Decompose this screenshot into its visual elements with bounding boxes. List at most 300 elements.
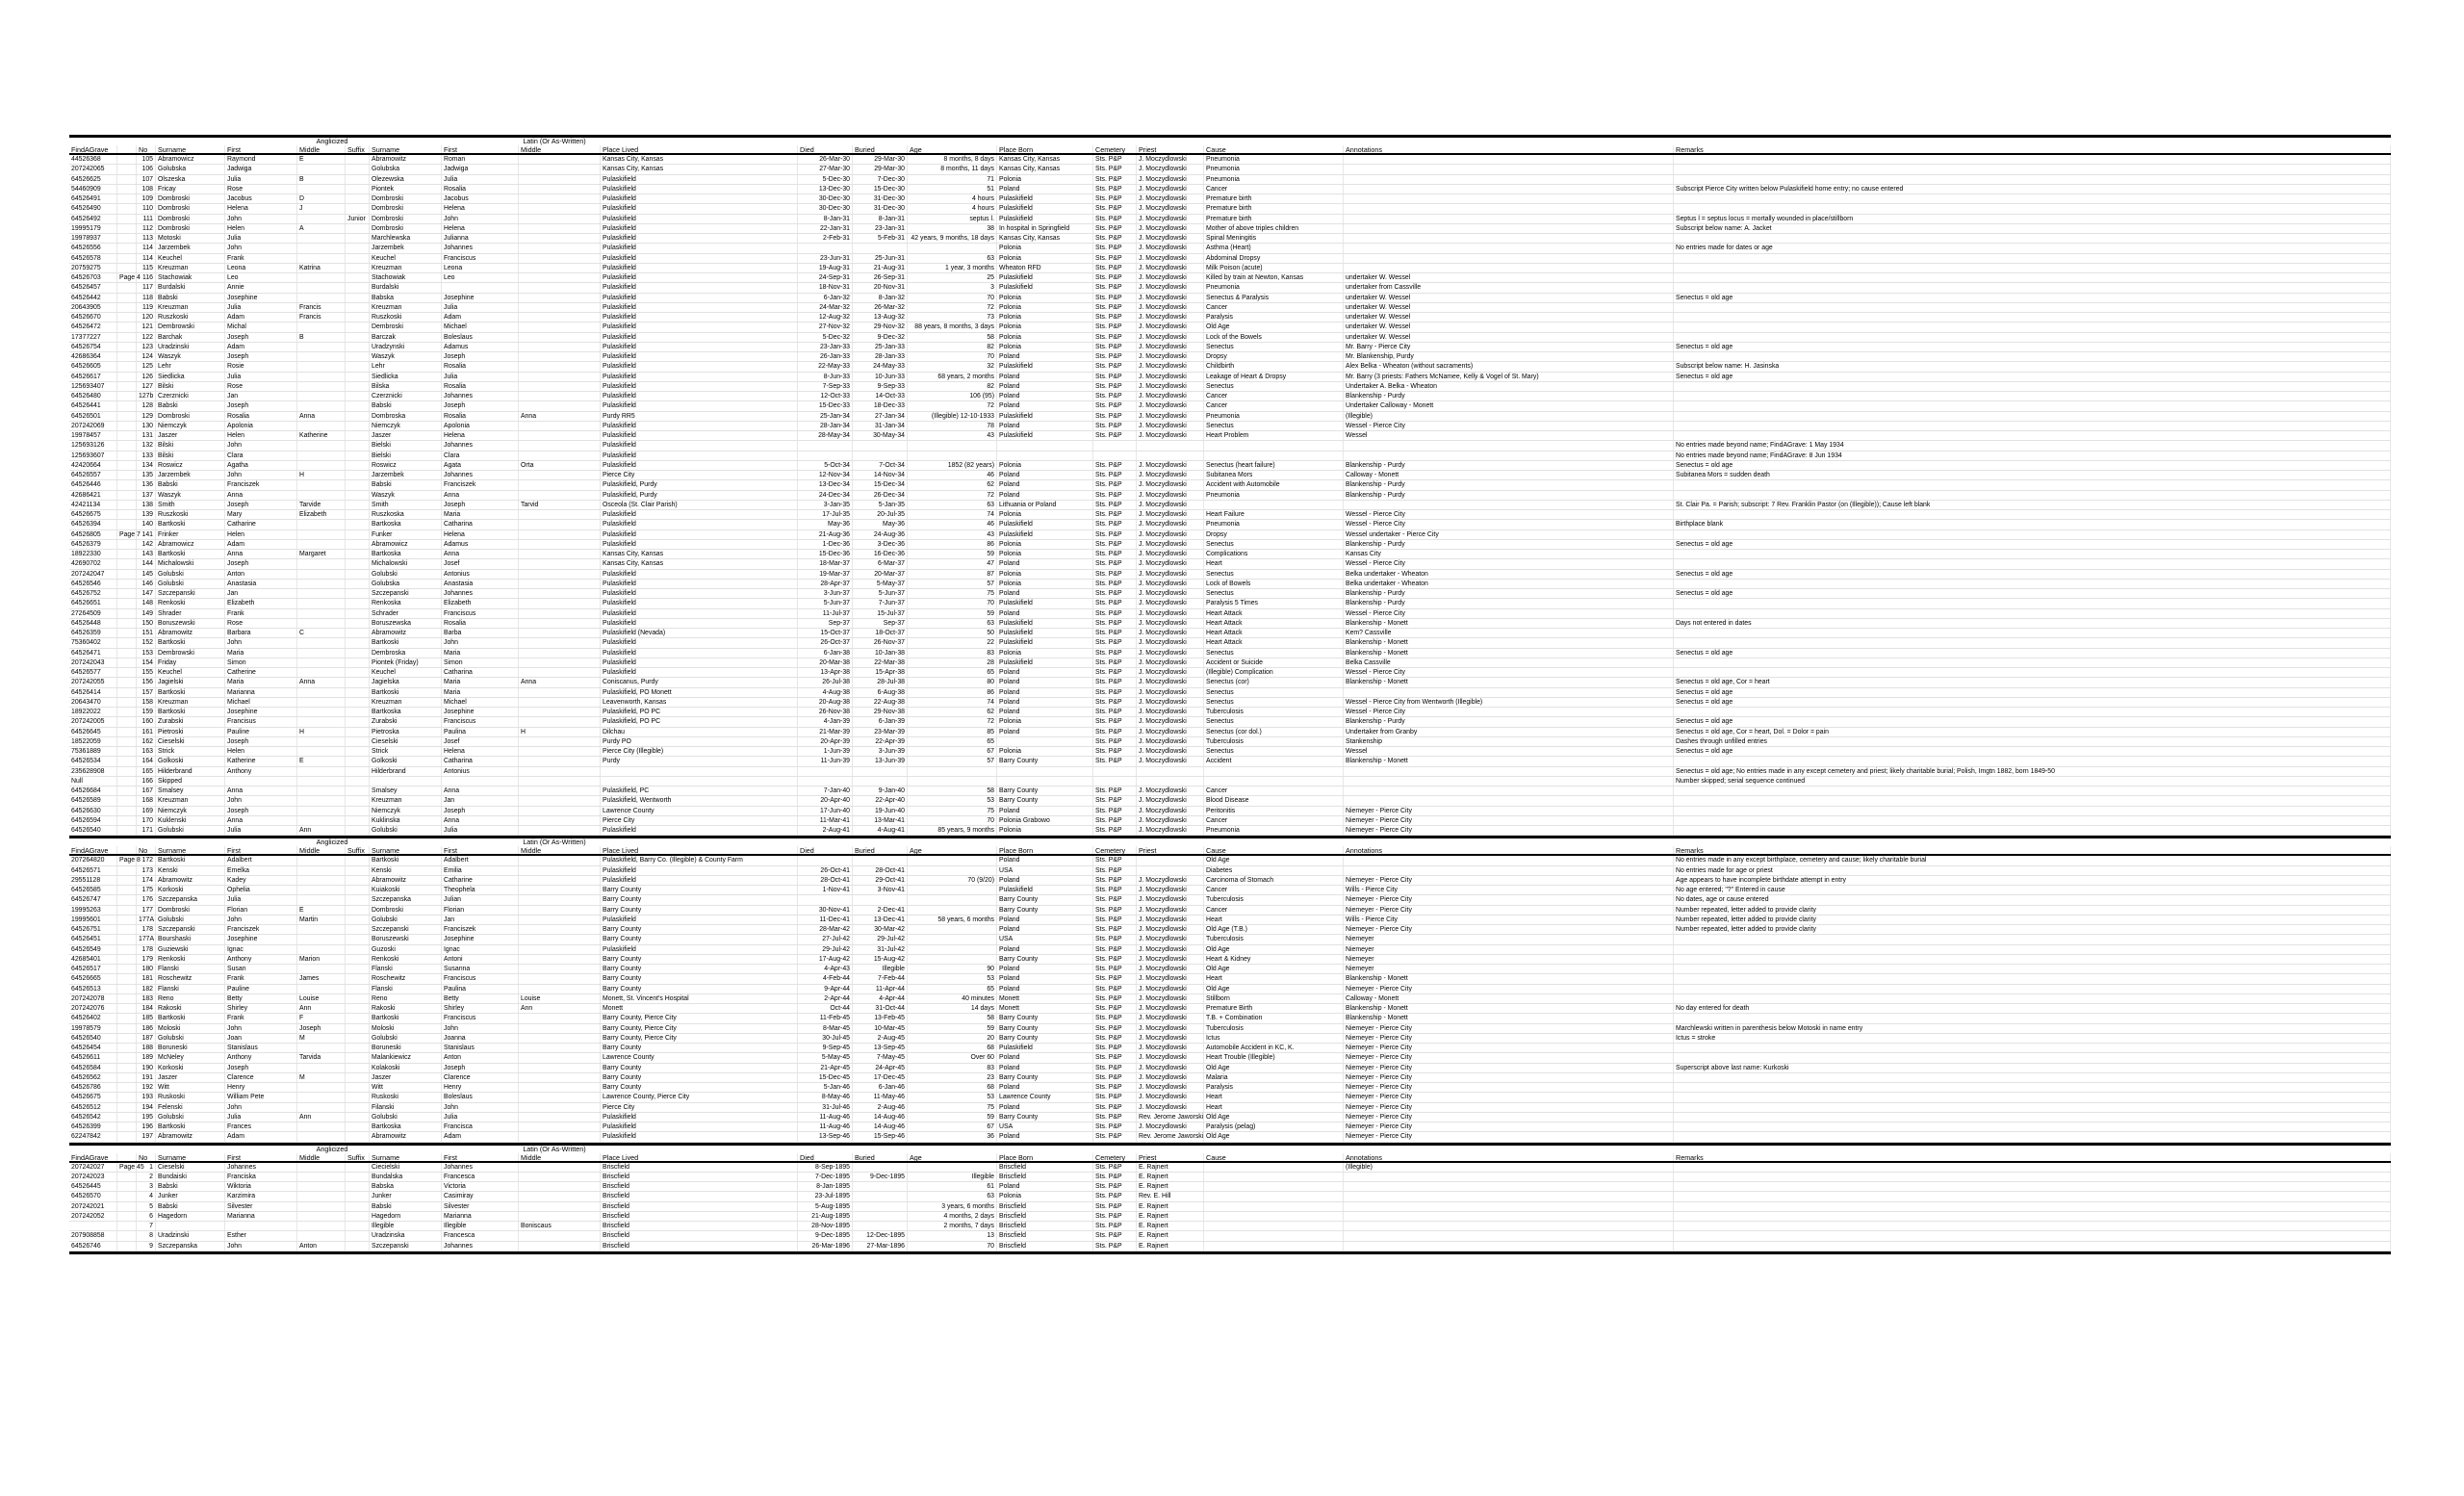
table-cell[interactable]: Tuberculosis	[1204, 895, 1344, 904]
table-cell[interactable]: Helena	[442, 204, 519, 213]
table-cell[interactable]: Barry County	[601, 974, 798, 983]
table-cell[interactable]: Tarvida	[297, 1053, 346, 1062]
table-cell[interactable]: Sts. P&P	[1093, 313, 1137, 322]
table-cell[interactable]: 4-Apr-44	[853, 994, 908, 1003]
table-cell[interactable]: Mr. Barry (3 priests: Fathers McNamee, Kelly & Vogel of St. Mary)	[1344, 373, 1674, 381]
table-cell[interactable]: 147	[137, 589, 156, 598]
table-cell[interactable]	[346, 619, 370, 628]
table-row[interactable]	[69, 215, 2391, 224]
table-cell[interactable]: 53	[908, 1093, 997, 1101]
table-cell[interactable]: 64526442	[69, 294, 117, 302]
table-cell[interactable]	[519, 480, 601, 489]
table-cell[interactable]: Tuberculosis	[1204, 1024, 1344, 1033]
table-cell[interactable]: Lithuania or Poland	[997, 501, 1093, 509]
table-cell[interactable]: Senectus & Paralysis	[1204, 294, 1344, 302]
table-cell[interactable]: Pulaskifield	[601, 313, 798, 322]
table-cell[interactable]: J. Moczydlowski	[1137, 1044, 1204, 1052]
table-cell[interactable]: Anna	[297, 412, 346, 421]
table-cell[interactable]	[297, 1122, 346, 1131]
table-cell[interactable]: Keuchel	[370, 668, 442, 677]
table-row[interactable]	[69, 471, 2391, 480]
table-cell[interactable]: Barry County	[601, 906, 798, 915]
table-cell[interactable]: 1 year, 3 months	[908, 264, 997, 272]
table-cell[interactable]	[346, 856, 370, 864]
table-cell[interactable]: Septus l = septus locus = mortally wounded in place/stillborn	[1674, 215, 2391, 223]
table-cell[interactable]: Bielski	[370, 451, 442, 460]
table-cell[interactable]: Sts. P&P	[1093, 1034, 1137, 1043]
table-cell[interactable]: Niemeyer - Pierce City	[1344, 816, 1674, 825]
table-cell[interactable]: Julia	[225, 826, 297, 835]
table-cell[interactable]: 2	[137, 1173, 156, 1181]
table-cell[interactable]	[346, 1173, 370, 1181]
table-cell[interactable]	[117, 935, 137, 943]
table-cell[interactable]: Heart Attack	[1204, 609, 1344, 618]
table-cell[interactable]: Adamus	[442, 540, 519, 549]
table-cell[interactable]	[297, 688, 346, 697]
table-cell[interactable]: Frank	[225, 1014, 297, 1022]
table-cell[interactable]: Leavenworth, Kansas	[601, 698, 798, 707]
table-cell[interactable]: Sts. P&P	[1093, 906, 1137, 915]
table-cell[interactable]: 165	[137, 767, 156, 776]
table-row[interactable]	[69, 392, 2391, 401]
table-cell[interactable]: 13-Jun-39	[853, 757, 908, 765]
table-cell[interactable]: Heart	[1204, 974, 1344, 983]
table-cell[interactable]: Boruszewski	[156, 619, 225, 628]
table-cell[interactable]: Marchlewski written in parenthesis below Motoski in name entry	[1674, 1024, 2391, 1033]
table-cell[interactable]: Josephine	[442, 935, 519, 943]
table-cell[interactable]: 207242052	[69, 1212, 117, 1221]
table-cell[interactable]: 50	[908, 629, 997, 637]
table-cell[interactable]: Polonia	[997, 580, 1093, 588]
table-cell[interactable]: Sts. P&P	[1093, 1083, 1137, 1092]
table-cell[interactable]: 65	[908, 737, 997, 746]
table-cell[interactable]: Dilchau	[601, 728, 798, 736]
table-cell[interactable]: Lock of Bowels	[1204, 580, 1344, 588]
table-cell[interactable]	[346, 204, 370, 213]
table-cell[interactable]: Dembroska	[370, 649, 442, 658]
table-cell[interactable]: Sts. P&P	[1093, 352, 1137, 361]
table-cell[interactable]: 112	[137, 224, 156, 233]
table-cell[interactable]: Pierce City	[601, 816, 798, 825]
table-cell[interactable]	[519, 165, 601, 173]
table-cell[interactable]: Babski	[370, 1202, 442, 1211]
table-cell[interactable]: 58 years, 6 months	[908, 916, 997, 924]
table-cell[interactable]	[1674, 264, 2391, 272]
table-cell[interactable]: 115	[137, 264, 156, 272]
table-cell[interactable]: J. Moczydlowski	[1137, 520, 1204, 529]
table-cell[interactable]: 8-Jan-1895	[798, 1182, 853, 1191]
table-cell[interactable]: Old Age	[1204, 945, 1344, 954]
table-cell[interactable]: 27-Nov-32	[798, 322, 853, 331]
table-cell[interactable]	[519, 945, 601, 954]
table-cell[interactable]: 27-Mar-30	[798, 165, 853, 173]
table-cell[interactable]	[117, 1044, 137, 1052]
table-cell[interactable]	[117, 955, 137, 964]
table-cell[interactable]: 9-Sep-45	[798, 1044, 853, 1052]
table-cell[interactable]: Julia	[442, 1113, 519, 1122]
table-cell[interactable]	[1344, 244, 1674, 252]
table-cell[interactable]: 64526584	[69, 1064, 117, 1072]
table-cell[interactable]: Kreuzman	[370, 264, 442, 272]
table-cell[interactable]	[519, 777, 601, 786]
table-cell[interactable]: Blankenship - Monett	[1344, 678, 1674, 686]
table-cell[interactable]: Blankenship - Monett	[1344, 974, 1674, 983]
table-cell[interactable]	[519, 1202, 601, 1211]
table-cell[interactable]	[297, 708, 346, 716]
table-cell[interactable]: 64526513	[69, 985, 117, 993]
table-cell[interactable]: E	[297, 155, 346, 164]
table-cell[interactable]: Pulaskifield, PO PC	[601, 708, 798, 716]
table-cell[interactable]	[519, 1034, 601, 1043]
table-cell[interactable]	[117, 717, 137, 726]
table-cell[interactable]: Niemeyer - Pierce City	[1344, 826, 1674, 835]
table-cell[interactable]: Tuberculosis	[1204, 737, 1344, 746]
table-cell[interactable]: 157	[137, 688, 156, 697]
table-cell[interactable]: Sts. P&P	[1093, 580, 1137, 588]
table-cell[interactable]: Francesca	[442, 1231, 519, 1240]
table-cell[interactable]: Barry County	[601, 1073, 798, 1082]
table-cell[interactable]: Sts. P&P	[1093, 431, 1137, 440]
table-cell[interactable]: 64526670	[69, 313, 117, 322]
column-header[interactable]	[117, 846, 137, 854]
table-cell[interactable]: 207242076	[69, 1004, 117, 1013]
table-cell[interactable]: Premature birth	[1204, 215, 1344, 223]
column-header[interactable]: Annotations	[1344, 846, 1674, 854]
table-cell[interactable]: Josephine	[442, 294, 519, 302]
table-cell[interactable]: 159	[137, 708, 156, 716]
table-cell[interactable]	[117, 194, 137, 203]
table-cell[interactable]: Briscfield	[601, 1182, 798, 1191]
table-cell[interactable]: Heart	[1204, 559, 1344, 568]
table-cell[interactable]: Cieselski	[156, 1163, 225, 1172]
table-cell[interactable]	[117, 1192, 137, 1200]
table-cell[interactable]: 25	[908, 273, 997, 282]
table-cell[interactable]	[117, 441, 137, 450]
table-row[interactable]	[69, 155, 2391, 165]
table-cell[interactable]: Wessel - Pierce City from Wentworth (Illegible)	[1344, 698, 1674, 707]
table-cell[interactable]: 188	[137, 1044, 156, 1052]
table-cell[interactable]: Niemeyer - Pierce City	[1344, 1034, 1674, 1043]
table-cell[interactable]	[346, 559, 370, 568]
table-cell[interactable]: Accident or Suicide	[1204, 658, 1344, 667]
table-cell[interactable]	[1674, 787, 2391, 795]
table-cell[interactable]: Dembrowski	[156, 322, 225, 331]
table-cell[interactable]: Sts. P&P	[1093, 224, 1137, 233]
table-cell[interactable]: Over 60	[908, 1053, 997, 1062]
table-cell[interactable]: 9-Dec-1895	[798, 1231, 853, 1240]
table-cell[interactable]: Kreuzman	[370, 796, 442, 805]
table-cell[interactable]: 13-Dec-41	[853, 916, 908, 924]
table-cell[interactable]: Pauline	[225, 985, 297, 993]
table-row[interactable]	[69, 283, 2391, 293]
table-cell[interactable]: 7-Jan-40	[798, 787, 853, 795]
table-cell[interactable]: J. Moczydlowski	[1137, 194, 1204, 203]
table-row[interactable]	[69, 698, 2391, 708]
table-cell[interactable]: Joseph	[442, 501, 519, 509]
table-cell[interactable]: 19978937	[69, 234, 117, 243]
table-cell[interactable]: Louise	[297, 994, 346, 1003]
table-cell[interactable]	[117, 807, 137, 815]
table-cell[interactable]: Briscfield	[997, 1231, 1093, 1240]
table-cell[interactable]: J. Moczydlowski	[1137, 1103, 1204, 1112]
table-cell[interactable]	[519, 1073, 601, 1082]
table-cell[interactable]: Poland	[997, 708, 1093, 716]
table-cell[interactable]: J. Moczydlowski	[1137, 708, 1204, 716]
table-cell[interactable]: Frank	[225, 974, 297, 983]
table-cell[interactable]: 177	[137, 906, 156, 915]
table-cell[interactable]: Niemeyer - Pierce City	[1344, 1103, 1674, 1112]
table-cell[interactable]: 13-Feb-45	[853, 1014, 908, 1022]
table-cell[interactable]: Anton	[442, 1053, 519, 1062]
table-cell[interactable]: Franciszek	[442, 480, 519, 489]
table-cell[interactable]: 64526571	[69, 866, 117, 875]
table-cell[interactable]	[297, 373, 346, 381]
table-cell[interactable]: Wessel - Pierce City	[1344, 520, 1674, 529]
table-cell[interactable]: Sts. P&P	[1093, 1093, 1137, 1101]
table-cell[interactable]: Clarence	[225, 1073, 297, 1082]
table-cell[interactable]	[1674, 382, 2391, 391]
table-cell[interactable]: Sts. P&P	[1093, 935, 1137, 943]
table-cell[interactable]: Polonia	[997, 1192, 1093, 1200]
table-cell[interactable]: 22-Mar-38	[853, 658, 908, 667]
table-cell[interactable]: Barry County	[601, 965, 798, 973]
table-cell[interactable]	[1344, 254, 1674, 263]
table-cell[interactable]	[117, 254, 137, 263]
table-row[interactable]	[69, 451, 2391, 461]
table-cell[interactable]	[1674, 480, 2391, 489]
table-cell[interactable]	[117, 373, 137, 381]
table-cell[interactable]: Bartkoski	[156, 638, 225, 647]
table-cell[interactable]: C	[297, 629, 346, 637]
table-cell[interactable]: USA	[997, 1122, 1093, 1131]
table-cell[interactable]: Silvester	[442, 1202, 519, 1211]
table-cell[interactable]: Superscript above last name: Kurkoski	[1674, 1064, 2391, 1072]
table-cell[interactable]: Kansas City	[1344, 550, 1674, 558]
table-cell[interactable]: Renkoski	[156, 955, 225, 964]
table-cell[interactable]	[1344, 215, 1674, 223]
table-cell[interactable]	[297, 352, 346, 361]
table-cell[interactable]: Hilderbrand	[156, 767, 225, 776]
table-cell[interactable]: Page 8	[119, 857, 141, 864]
table-cell[interactable]: Polonia	[997, 826, 1093, 835]
table-cell[interactable]	[1344, 856, 1674, 864]
table-cell[interactable]	[519, 974, 601, 983]
table-cell[interactable]	[346, 244, 370, 252]
table-cell[interactable]: Pulaskifield	[601, 945, 798, 954]
table-row[interactable]	[69, 826, 2391, 836]
table-cell[interactable]	[117, 422, 137, 430]
table-cell[interactable]: Rakoski	[370, 1004, 442, 1013]
table-cell[interactable]: 27-Mar-1896	[853, 1242, 908, 1251]
table-cell[interactable]: Purdy	[601, 757, 798, 765]
table-cell[interactable]: Sts. P&P	[1093, 955, 1137, 964]
table-cell[interactable]	[346, 1004, 370, 1013]
table-cell[interactable]: Boruszewski	[370, 935, 442, 943]
table-cell[interactable]: Sts. P&P	[1093, 422, 1137, 430]
table-cell[interactable]	[297, 1231, 346, 1240]
table-cell[interactable]: 17377227	[69, 333, 117, 342]
table-cell[interactable]: Belka undertaker - Wheaton	[1344, 580, 1674, 588]
table-cell[interactable]: Automobile Accident in KC, K.	[1204, 1044, 1344, 1052]
table-cell[interactable]: 58	[908, 1014, 997, 1022]
table-cell[interactable]: Senectus = old age	[1674, 570, 2391, 579]
table-cell[interactable]: Sts. P&P	[1093, 1122, 1137, 1131]
table-cell[interactable]	[519, 1044, 601, 1052]
table-cell[interactable]: Adam	[225, 343, 297, 351]
table-cell[interactable]	[1674, 807, 2391, 815]
table-cell[interactable]	[346, 668, 370, 677]
table-cell[interactable]	[346, 491, 370, 500]
table-cell[interactable]	[1204, 1231, 1344, 1240]
table-cell[interactable]: 26-Mar-1896	[798, 1242, 853, 1251]
table-cell[interactable]: 9	[137, 1242, 156, 1251]
table-cell[interactable]: Babska	[370, 294, 442, 302]
table-cell[interactable]: 64526570	[69, 1192, 117, 1200]
table-cell[interactable]: USA	[997, 866, 1093, 875]
table-row[interactable]	[69, 945, 2391, 955]
table-cell[interactable]: Boruszewska	[370, 619, 442, 628]
table-cell[interactable]	[1344, 194, 1674, 203]
table-cell[interactable]: Golubski	[370, 826, 442, 835]
table-cell[interactable]: Ignac	[225, 945, 297, 954]
table-cell[interactable]: John	[225, 916, 297, 924]
table-cell[interactable]: 67	[908, 747, 997, 756]
table-row[interactable]	[69, 1024, 2391, 1034]
table-cell[interactable]	[997, 451, 1093, 460]
table-cell[interactable]	[1674, 945, 2391, 954]
table-cell[interactable]: Ruskoski	[156, 1093, 225, 1101]
table-cell[interactable]	[346, 728, 370, 736]
table-cell[interactable]: Days not entered in dates	[1674, 619, 2391, 628]
table-cell[interactable]	[519, 1173, 601, 1181]
table-cell[interactable]	[117, 165, 137, 173]
table-cell[interactable]: Witt	[370, 1083, 442, 1092]
table-cell[interactable]: 151	[137, 629, 156, 637]
table-cell[interactable]	[346, 895, 370, 904]
table-cell[interactable]: Belka undertaker - Wheaton	[1344, 570, 1674, 579]
table-cell[interactable]: 21-Aug-36	[798, 530, 853, 539]
table-cell[interactable]: undertaker W. Wessel	[1344, 322, 1674, 331]
column-header[interactable]: Died	[798, 1153, 853, 1161]
table-cell[interactable]: 20	[908, 1034, 997, 1043]
table-cell[interactable]: Tuberculosis	[1204, 708, 1344, 716]
table-cell[interactable]: Ictus = stroke	[1674, 1034, 2391, 1043]
table-cell[interactable]: Niemeyer	[1344, 955, 1674, 964]
table-cell[interactable]	[297, 185, 346, 193]
table-cell[interactable]: Korkoski	[156, 1064, 225, 1072]
table-cell[interactable]: Sts. P&P	[1093, 945, 1137, 954]
table-cell[interactable]: Adam	[442, 1132, 519, 1141]
table-cell[interactable]: Adalbert	[442, 856, 519, 864]
table-cell[interactable]	[346, 392, 370, 400]
table-cell[interactable]: Poland	[997, 678, 1093, 686]
table-cell[interactable]	[297, 638, 346, 647]
table-cell[interactable]	[1674, 1044, 2391, 1052]
table-cell[interactable]: 26-Dec-34	[853, 491, 908, 500]
table-cell[interactable]: Bartkoski	[156, 688, 225, 697]
table-cell[interactable]: Polonia	[997, 303, 1093, 312]
table-cell[interactable]: 28-Jul-38	[853, 678, 908, 686]
table-cell[interactable]: Wessel - Pierce City	[1344, 510, 1674, 519]
table-cell[interactable]: 5-Oct-34	[798, 461, 853, 470]
table-cell[interactable]: 64526491	[69, 194, 117, 203]
table-cell[interactable]	[346, 1113, 370, 1122]
table-cell[interactable]: Senectus = old age	[1674, 343, 2391, 351]
table-cell[interactable]	[346, 816, 370, 825]
table-cell[interactable]: Dropsy	[1204, 352, 1344, 361]
table-row[interactable]	[69, 1014, 2391, 1023]
table-cell[interactable]	[297, 945, 346, 954]
table-row[interactable]	[69, 777, 2391, 787]
table-cell[interactable]: Poland	[997, 945, 1093, 954]
table-cell[interactable]: Ruszkoski	[156, 510, 225, 519]
table-cell[interactable]	[346, 1093, 370, 1101]
table-cell[interactable]: 26-Jul-38	[798, 678, 853, 686]
table-cell[interactable]: John	[225, 471, 297, 479]
table-cell[interactable]: Heart Attack	[1204, 629, 1344, 637]
table-cell[interactable]: Emelka	[225, 866, 297, 875]
table-cell[interactable]	[519, 757, 601, 765]
table-cell[interactable]: Pulaskifield	[997, 530, 1093, 539]
table-cell[interactable]	[117, 224, 137, 233]
table-row[interactable]	[69, 343, 2391, 352]
table-cell[interactable]	[69, 1222, 117, 1230]
table-cell[interactable]: Anton	[297, 1242, 346, 1251]
table-cell[interactable]: Antonius	[442, 767, 519, 776]
table-cell[interactable]: Rosalia	[442, 412, 519, 421]
table-row[interactable]	[69, 1222, 2391, 1231]
table-cell[interactable]: Apolonia	[225, 422, 297, 430]
table-cell[interactable]: 171	[137, 826, 156, 835]
table-cell[interactable]: 11-Mar-41	[798, 816, 853, 825]
table-cell[interactable]: Sts. P&P	[1093, 974, 1137, 983]
table-cell[interactable]	[117, 392, 137, 400]
table-cell[interactable]: Purdy RR5	[601, 412, 798, 421]
table-cell[interactable]: 31-Jan-34	[853, 422, 908, 430]
table-cell[interactable]: Bielski	[370, 441, 442, 450]
table-row[interactable]	[69, 866, 2391, 876]
table-cell[interactable]: 64526585	[69, 886, 117, 894]
table-cell[interactable]: Julia	[225, 175, 297, 184]
table-cell[interactable]: Babski	[156, 1182, 225, 1191]
table-cell[interactable]: Poland	[997, 856, 1093, 864]
table-cell[interactable]: 68	[908, 1083, 997, 1092]
table-cell[interactable]	[519, 965, 601, 973]
table-cell[interactable]: 64526611	[69, 1053, 117, 1062]
table-cell[interactable]: 137	[137, 491, 156, 500]
table-cell[interactable]	[346, 767, 370, 776]
table-cell[interactable]	[346, 234, 370, 243]
table-cell[interactable]	[117, 491, 137, 500]
table-cell[interactable]: Jacobus	[225, 194, 297, 203]
table-cell[interactable]: Poland	[997, 974, 1093, 983]
table-cell[interactable]: Anastasia	[225, 580, 297, 588]
table-cell[interactable]: Helena	[442, 224, 519, 233]
table-cell[interactable]: Sts. P&P	[1093, 510, 1137, 519]
table-cell[interactable]: Boleslaus	[442, 1093, 519, 1101]
table-row[interactable]	[69, 431, 2391, 441]
table-cell[interactable]: Keuchel	[370, 254, 442, 263]
table-row[interactable]	[69, 540, 2391, 550]
table-cell[interactable]: Poland	[997, 925, 1093, 934]
table-cell[interactable]: 15-Dec-33	[798, 401, 853, 410]
table-cell[interactable]	[1344, 224, 1674, 233]
table-cell[interactable]: Junker	[370, 1192, 442, 1200]
table-cell[interactable]: 75361889	[69, 747, 117, 756]
table-cell[interactable]: 64526512	[69, 1103, 117, 1112]
table-cell[interactable]: J. Moczydlowski	[1137, 965, 1204, 973]
table-cell[interactable]: Niemeyer - Pierce City	[1344, 1083, 1674, 1092]
